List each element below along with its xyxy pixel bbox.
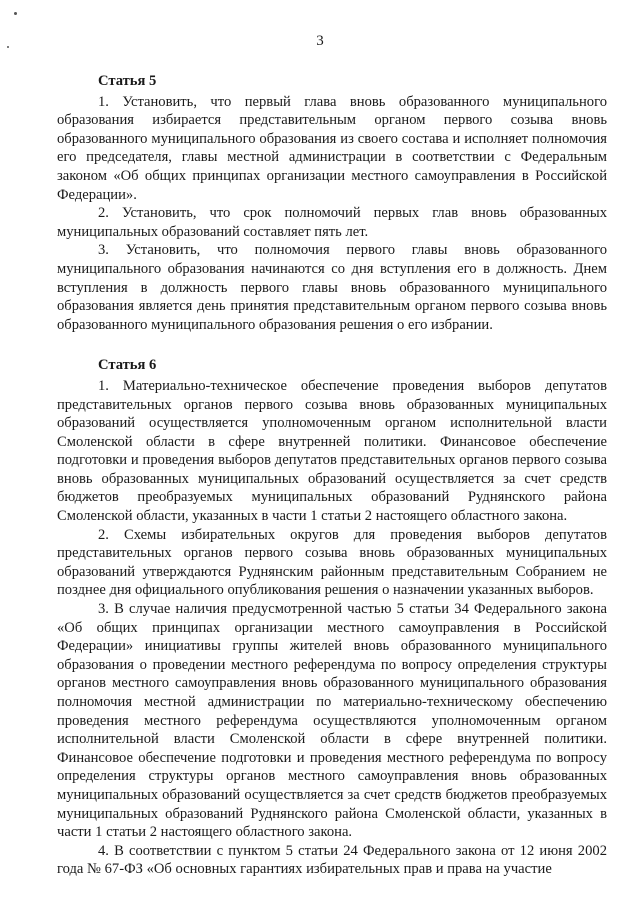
document-body: [57, 72, 607, 879]
paragraph: 2. Схемы избирательных округов для проведения выборов депутатов представительных органов первого созыва вновь образованных муниципальных образований утверждаются Руднянским районным представительным Собранием не позднее дня официального опубликования решения о назначении указанных выборов.: [57, 526, 607, 599]
paragraph: 3. Установить, что полномочия первого главы вновь образованного муниципального образования начинаются со дня вступления его в должность. Днем вступления в должность первого главы вновь образованного муниципального образования является день принятия представительным органом первого созыва вновь образованного муниципального образования решения о его избрании.: [57, 242, 607, 333]
article-6: [57, 356, 607, 879]
article-5: [57, 72, 607, 334]
article-heading: Статья 5: [98, 73, 157, 89]
paragraph: 2. Установить, что срок полномочий первых глав вновь образованных муниципальных образований составляет пять лет.: [57, 205, 607, 240]
paragraph: 1. Материально-техническое обеспечение проведения выборов депутатов представительных органов первого созыва вновь образованных муниципальных образований осуществляется уполномоченным органом исполнительной власти Смоленской области в сфере внутренней политики. Финансовое обеспечение подготовки и проведения выборов депутатов представительных органов первого созыва вновь образованных муниципальных образований осуществляется за счет средств бюджетов преобразуемых муниципальных образований Руднянского района Смоленской области, указанных в части 1 статьи 2 настоящего областного закона.: [57, 377, 607, 525]
paragraph: 4. В соответствии с пунктом 5 статьи 24 Федерального закона от 12 июня 2002 года № 67-ФЗ «Об основных гарантиях избирательных прав и права на участие: [57, 842, 607, 878]
paragraph: 3. В случае наличия предусмотренной частью 5 статьи 34 Федерального закона «Об общих принципах организации местного самоуправления в Российской Федерации» инициативы группы жителей вновь образованного муниципального образования о проведении местного референдума по вопросу определения структуры органов местного самоуправления вновь образованного муниципального образования полномочия местной администрации по материально-техническому обеспечению проведения местного референдума осуществляются уполномоченным органом исполнительной власти Смоленской области в сфере внутренней политики. Финансовое обеспечение подготовки и проведения местного референдума по вопросу определения структуры органов местного самоуправления вновь образованных муниципальных образований осуществляется за счет средств бюджетов преобразуемых муниципальных образований Руднянского района Смоленской области, указанных в части 1 статьи 2 настоящего областного закона.: [57, 601, 607, 841]
page-number: 3: [316, 33, 324, 49]
scan-speck: [14, 12, 17, 15]
paragraph: 1. Установить, что первый глава вновь образованного муниципального образования избирается представительным органом первого созыва вновь образованного муниципального образования из своего состава и исполняет полномочия его председателя, главы местной администрации в соответствии с Федеральным законом «Об общих принципах организации местного самоуправления в Российской Федерации».: [57, 93, 607, 203]
article-heading: Статья 6: [98, 357, 157, 374]
